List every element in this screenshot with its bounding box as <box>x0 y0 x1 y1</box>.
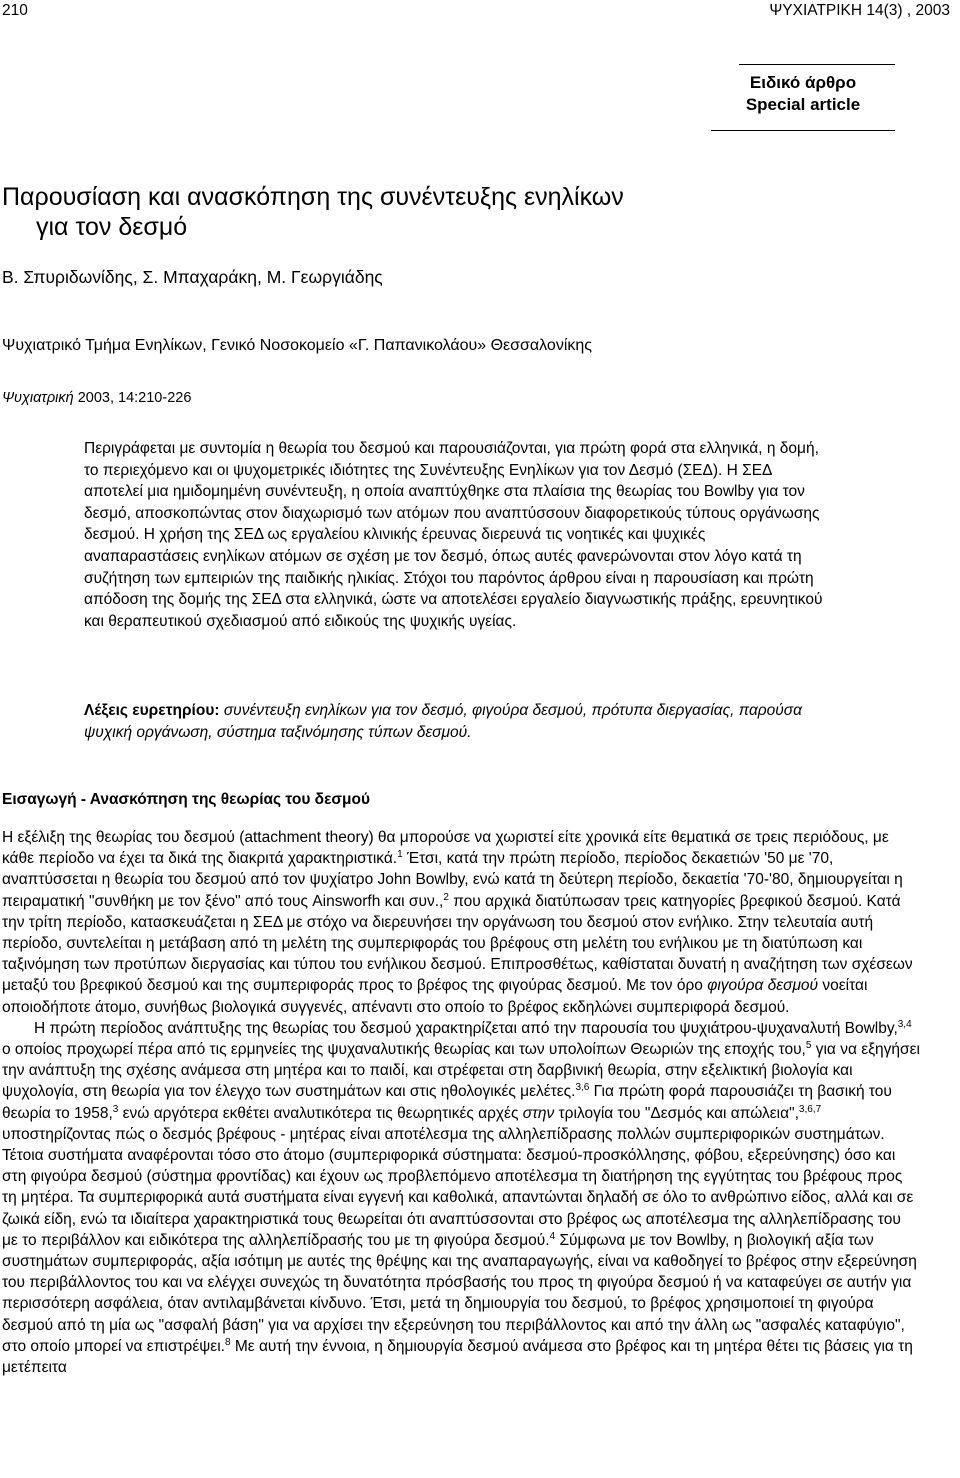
keywords-label: Λέξεις ευρετηρίου: <box>84 702 220 719</box>
reference-marker: 5 <box>805 1039 812 1051</box>
article-type-top-rule <box>739 64 895 65</box>
keywords-text: συνέντευξη ενηλίκων για τον δεσμό, φιγούρα δεσμού, πρότυπα διεργασίας, παρούσα ψυχική οργάνωση, σύστημα ταξινόμησης τύπων δεσμού. <box>84 702 802 741</box>
reference-marker: 1 <box>397 849 403 861</box>
keywords <box>84 700 824 743</box>
reference-marker: 3 <box>112 1103 119 1115</box>
article-type <box>711 72 895 116</box>
citation <box>2 389 191 407</box>
journal-issue: ΨΥΧΙΑΤΡΙΚΗ 14(3) , 2003 <box>769 2 950 19</box>
p2-text-f: τριλογία του "Δεσμός και απώλεια", <box>554 1104 799 1122</box>
article-type-greek: Ειδικό άρθρο <box>749 73 857 92</box>
p2-text-i: Με αυτή την έννοια, η δημιουργία δεσμού ανάμεσα στο βρέφος και τη μητέρα θέτει τις βάσεις για τη μετέπειτα <box>2 1337 913 1377</box>
article-type-bottom-rule <box>711 130 895 131</box>
reference-marker: 3,4 <box>897 1018 912 1030</box>
title-line-1: Παρουσίαση και ανασκόπηση της συνέντευξης ενηλίκων <box>2 183 624 211</box>
body-text <box>2 827 920 1378</box>
p2-text-d: Για πρώτη φορά παρουσιάζει τη βασική του θεωρία το 1958, <box>2 1083 892 1122</box>
citation-journal: Ψυχιατρική <box>2 390 74 406</box>
authors: Β. Σπυριδωνίδης, Σ. Μπαχαράκη, Μ. Γεωργιάδης <box>2 267 383 287</box>
page-number: 210 <box>2 2 28 19</box>
p2-text-h: Σύμφωνα με τον Bowlby, η βιολογική αξία των συστημάτων συμπεριφοράς, αξία ισότιμη με αυτές της θρέψης και της αναπαραγωγής, είναι να καθοδηγεί το βρέφος στην εξερεύνηση του περιβάλλοντος του και να ελέγχει συνεχώς τη δυνατότητα πρόσβασής του προς τη φιγούρα δεσμού ή να καταφεύγει σε αυτήν για περισσότερη ασφάλεια, όταν αντιλαμβάνεται κίνδυνο. Έτσι, μετά τη δημιουργία του δεσμού, το βρέφος χρησιμοποιεί τη φιγούρα δεσμού από τη μία ως "ασφαλή βάση" για να αρχίσει την εξερεύνηση του περιβάλλοντος και από την άλλη ως "ασφαλές καταφύγιο", στο οποίο μπορεί να επιστρέψει. <box>2 1231 917 1355</box>
p1-italic-term: φιγούρα δεσμού <box>707 977 819 995</box>
p2-text-g: υποστηρίζοντας πώς ο δεσμός βρέφους - μητέρας είναι αποτέλεσμα της αλληλεπίδρασης πολλών συμπεριφορικών συστημάτων. Τέτοια συστήματα αναφέρονται τόσο στο άτομο (συμπεριφορικά σύστηματα: δεσμού-προσκόλλησης, φόβου, εξερεύνησης) όσο και στη φιγούρα δεσμού (σύστημα φροντίδας) και έχουν ως προβλεπόμενο αποτέλεσμα τη διατήρηση της εγγύτητας του βρέφους προς τη μητέρα. Τα συμπεριφορικά αυτά συστήματα είναι εγγενή και καθολικά, απαντώνται δηλαδή σε όλο το ανθρώπινο είδος, αλλά και σε ζωικά είδη, ενώ τα ιδιαίτερα χαρακτηριστικά τους θεωρείται ότι αναπτύσσονται στο βρέφος ως αποτέλεσμα της αλληλεπίδρασης του με το περιβάλλον και ειδικότερα της αλληλεπίδρασής του με τη φιγούρα δεσμού. <box>2 1125 914 1249</box>
section-heading: Εισαγωγή - Ανασκόπηση της θεωρίας του δεσμού <box>2 791 371 808</box>
article-title <box>2 182 902 242</box>
p1-text-d: νοείται οποιοδήποτε άτομο, συνήθως βιολογικά συγγενές, απέναντι στο οποίο το βρέφος εκδηλώνει συμπεριφορά δεσμού. <box>2 977 868 1016</box>
p2-italic-term: στην <box>522 1104 555 1122</box>
citation-details: 2003, 14:210-226 <box>73 390 192 406</box>
affiliation: Ψυχιατρικό Τμήμα Ενηλίκων, Γενικό Νοσοκομείο «Γ. Παπανικολάου» Θεσσαλονίκης <box>2 337 592 354</box>
article-type-english: Special article <box>745 95 861 114</box>
reference-marker: 2 <box>443 891 449 903</box>
p2-text-a: Η πρώτη περίοδος ανάπτυξης της θεωρίας του δεσμού χαρακτηρίζεται από την παρουσία του ψυχιάτρου-ψυχαναλυτή Bowlby, <box>34 1019 898 1037</box>
title-line-2: για τον δεσμό <box>36 213 188 241</box>
reference-marker: 4 <box>549 1230 556 1242</box>
running-header <box>2 2 950 20</box>
p1-text-c: που αρχικά διατύπωσαν τρεις κατηγορίες βρεφικού δεσμού. Κατά την τρίτη περίοδο, κατασκευάζεται η ΣΕΔ με στόχο να διερευνήσει την οργάνωση του δεσμού στον ενήλικο. Στην τελευταία αυτή περίοδο, συντελείται η μετάβαση από τη μελέτη της συμπεριφοράς του βρέφους στη μελέτη του ενήλικου με τη διατύπωση και ταξινόμηση των προτύπων διεργασίας και τύπου του ενήλικου δεσμού. Επιπροσθέτως, καθίσταται δυνατή η αναζήτηση των σχέσεων μεταξύ του βρεφικού δεσμού και της συμπεριφοράς προς το βρέφος της φιγούρας δεσμού. Με τον όρο <box>2 892 913 995</box>
paragraph-2 <box>2 1018 920 1378</box>
reference-marker: 3,6 <box>575 1082 590 1094</box>
reference-marker: 3,6,7 <box>798 1103 822 1115</box>
p1-text-a: Η εξέλιξη της θεωρίας του δεσμού (attachment theory) θα μπορούσε να χωριστεί είτε χρονικά είτε θεματικά σε τρεις περιόδους, με κάθε περίοδο να έχει τα δικά της διακριτά χαρακτηριστικά. <box>2 829 889 868</box>
p1-text-b: Έτσι, κατά την πρώτη περίοδο, περίοδος δεκαετιών '50 με '70, αναπτύσσεται η θεωρία του δεσμού από τον ψυχίατρο John Bowlby, ενώ κατά τη δεύτερη περίοδο, δεκαετία '70-'80, δημιουργείται η πειραματική "συνθήκη με τον ξένο" από τους Ainsworfh και συν., <box>2 850 903 910</box>
reference-marker: 8 <box>224 1336 231 1348</box>
abstract: Περιγράφεται με συντομία η θεωρία του δεσμού και παρουσιάζονται, για πρώτη φορά στα ελληνικά, η δομή, το περιεχόμενο και οι ψυχομετρικές ιδιότητες της Συνέντευξης Ενηλίκων για τον Δεσμό (ΣΕΔ). Η ΣΕΔ αποτελεί μια ημιδομημένη συνέντευξη, η οποία αναπτύχθηκε στα πλαίσια της θεωρίας του Bowlby για τον δεσμό, αποσκοπώντας στον διαχωρισμό των ατόμων που αναπτύσσουν διαφορετικούς τύπους οργάνωσης δεσμού. Η χρήση της ΣΕΔ ως εργαλείου κλινικής έρευνας διερευνά τις νοητικές και ψυχικές αναπαραστάσεις ενηλίκων ατόμων σε σχέση με τον δεσμό, όπως αυτές φανερώνονται στον λόγο κατά τη συζήτηση των εμπειριών της παιδικής ηλικίας. Στόχοι του παρόντος άρθρου είναι η παρουσίαση και πρώτη απόδοση της δομής της ΣΕΔ στα ελληνικά, ώστε να αποτελέσει εργαλείο διαγνωστικής πράξης, ερευνητικού και θεραπευτικού σχεδιασμού από ειδικούς της ψυχικής υγείας. <box>84 440 823 630</box>
p2-text-c: για να εξηγήσει την ανάπτυξη της σχέσης ανάμεσα στη μητέρα και το παιδί, και στρέφεται στη δαρβινική θεωρία, στην εξελικτική βιολογία και ψυχολογία, στη θεωρία για τον έλεγχο των συστημάτων και στις ηθολογικές μελέτες. <box>2 1041 920 1101</box>
paragraph-1 <box>2 827 920 1018</box>
p2-text-b: ο οποίος προχωρεί πέρα από τις ερμηνείες της ψυχαναλυτικής θεωρίας και των υπολοίπων Θεωριών της εποχής του, <box>2 1041 806 1059</box>
p2-text-e: ενώ αργότερα εκθέτει αναλυτικότερα τις θεωρητικές αρχές <box>118 1104 523 1122</box>
